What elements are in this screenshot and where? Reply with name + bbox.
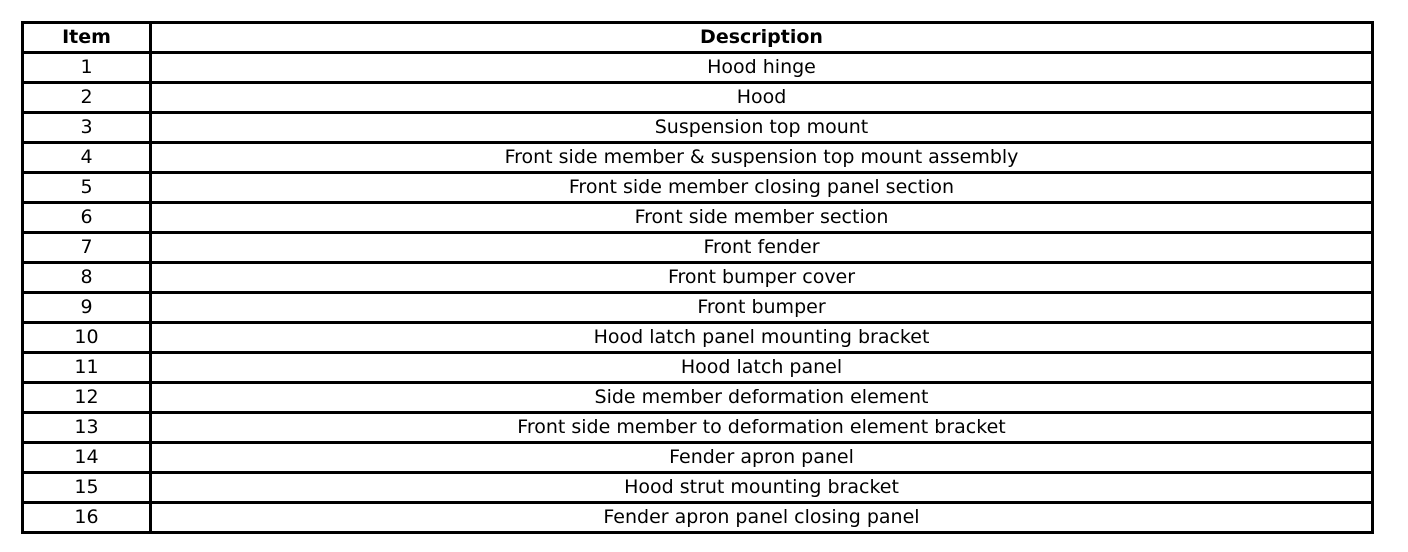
item-number: 15	[23, 473, 151, 503]
item-description: Hood	[151, 83, 1373, 113]
item-description: Front side member to deformation element bracket	[151, 413, 1373, 443]
item-description: Hood strut mounting bracket	[151, 473, 1373, 503]
item-description: Front fender	[151, 233, 1373, 263]
table-row	[23, 473, 1373, 503]
table-row	[23, 53, 1373, 83]
table-row	[23, 203, 1373, 233]
item-description: Side member deformation element	[151, 383, 1373, 413]
item-number: 2	[23, 83, 151, 113]
table-row	[23, 323, 1373, 353]
item-description: Front side member & suspension top mount assembly	[151, 143, 1373, 173]
item-number: 13	[23, 413, 151, 443]
item-description: Front side member closing panel section	[151, 173, 1373, 203]
table-row	[23, 233, 1373, 263]
table-row	[23, 413, 1373, 443]
table-row	[23, 113, 1373, 143]
item-number: 14	[23, 443, 151, 473]
item-description: Front bumper cover	[151, 263, 1373, 293]
item-number: 9	[23, 293, 151, 323]
item-number: 3	[23, 113, 151, 143]
table-row	[23, 293, 1373, 323]
table-row	[23, 173, 1373, 203]
item-number: 1	[23, 53, 151, 83]
item-number: 8	[23, 263, 151, 293]
column-header-description: Description	[151, 23, 1373, 53]
table-header-row	[23, 23, 1373, 53]
item-number: 6	[23, 203, 151, 233]
item-description: Front bumper	[151, 293, 1373, 323]
item-number: 16	[23, 503, 151, 533]
item-description: Suspension top mount	[151, 113, 1373, 143]
item-description: Fender apron panel closing panel	[151, 503, 1373, 533]
table-row	[23, 383, 1373, 413]
item-description: Hood latch panel	[151, 353, 1373, 383]
table-row	[23, 83, 1373, 113]
item-description: Fender apron panel	[151, 443, 1373, 473]
item-number: 12	[23, 383, 151, 413]
table-row	[23, 353, 1373, 383]
table-row	[23, 443, 1373, 473]
item-number: 11	[23, 353, 151, 383]
item-number: 4	[23, 143, 151, 173]
item-description: Front side member section	[151, 203, 1373, 233]
item-description: Hood hinge	[151, 53, 1373, 83]
parts-table	[21, 21, 1374, 534]
item-number: 10	[23, 323, 151, 353]
item-number: 5	[23, 173, 151, 203]
item-description: Hood latch panel mounting bracket	[151, 323, 1373, 353]
column-header-item: Item	[23, 23, 151, 53]
table-row	[23, 263, 1373, 293]
table-row	[23, 143, 1373, 173]
table-row	[23, 503, 1373, 533]
item-number: 7	[23, 233, 151, 263]
